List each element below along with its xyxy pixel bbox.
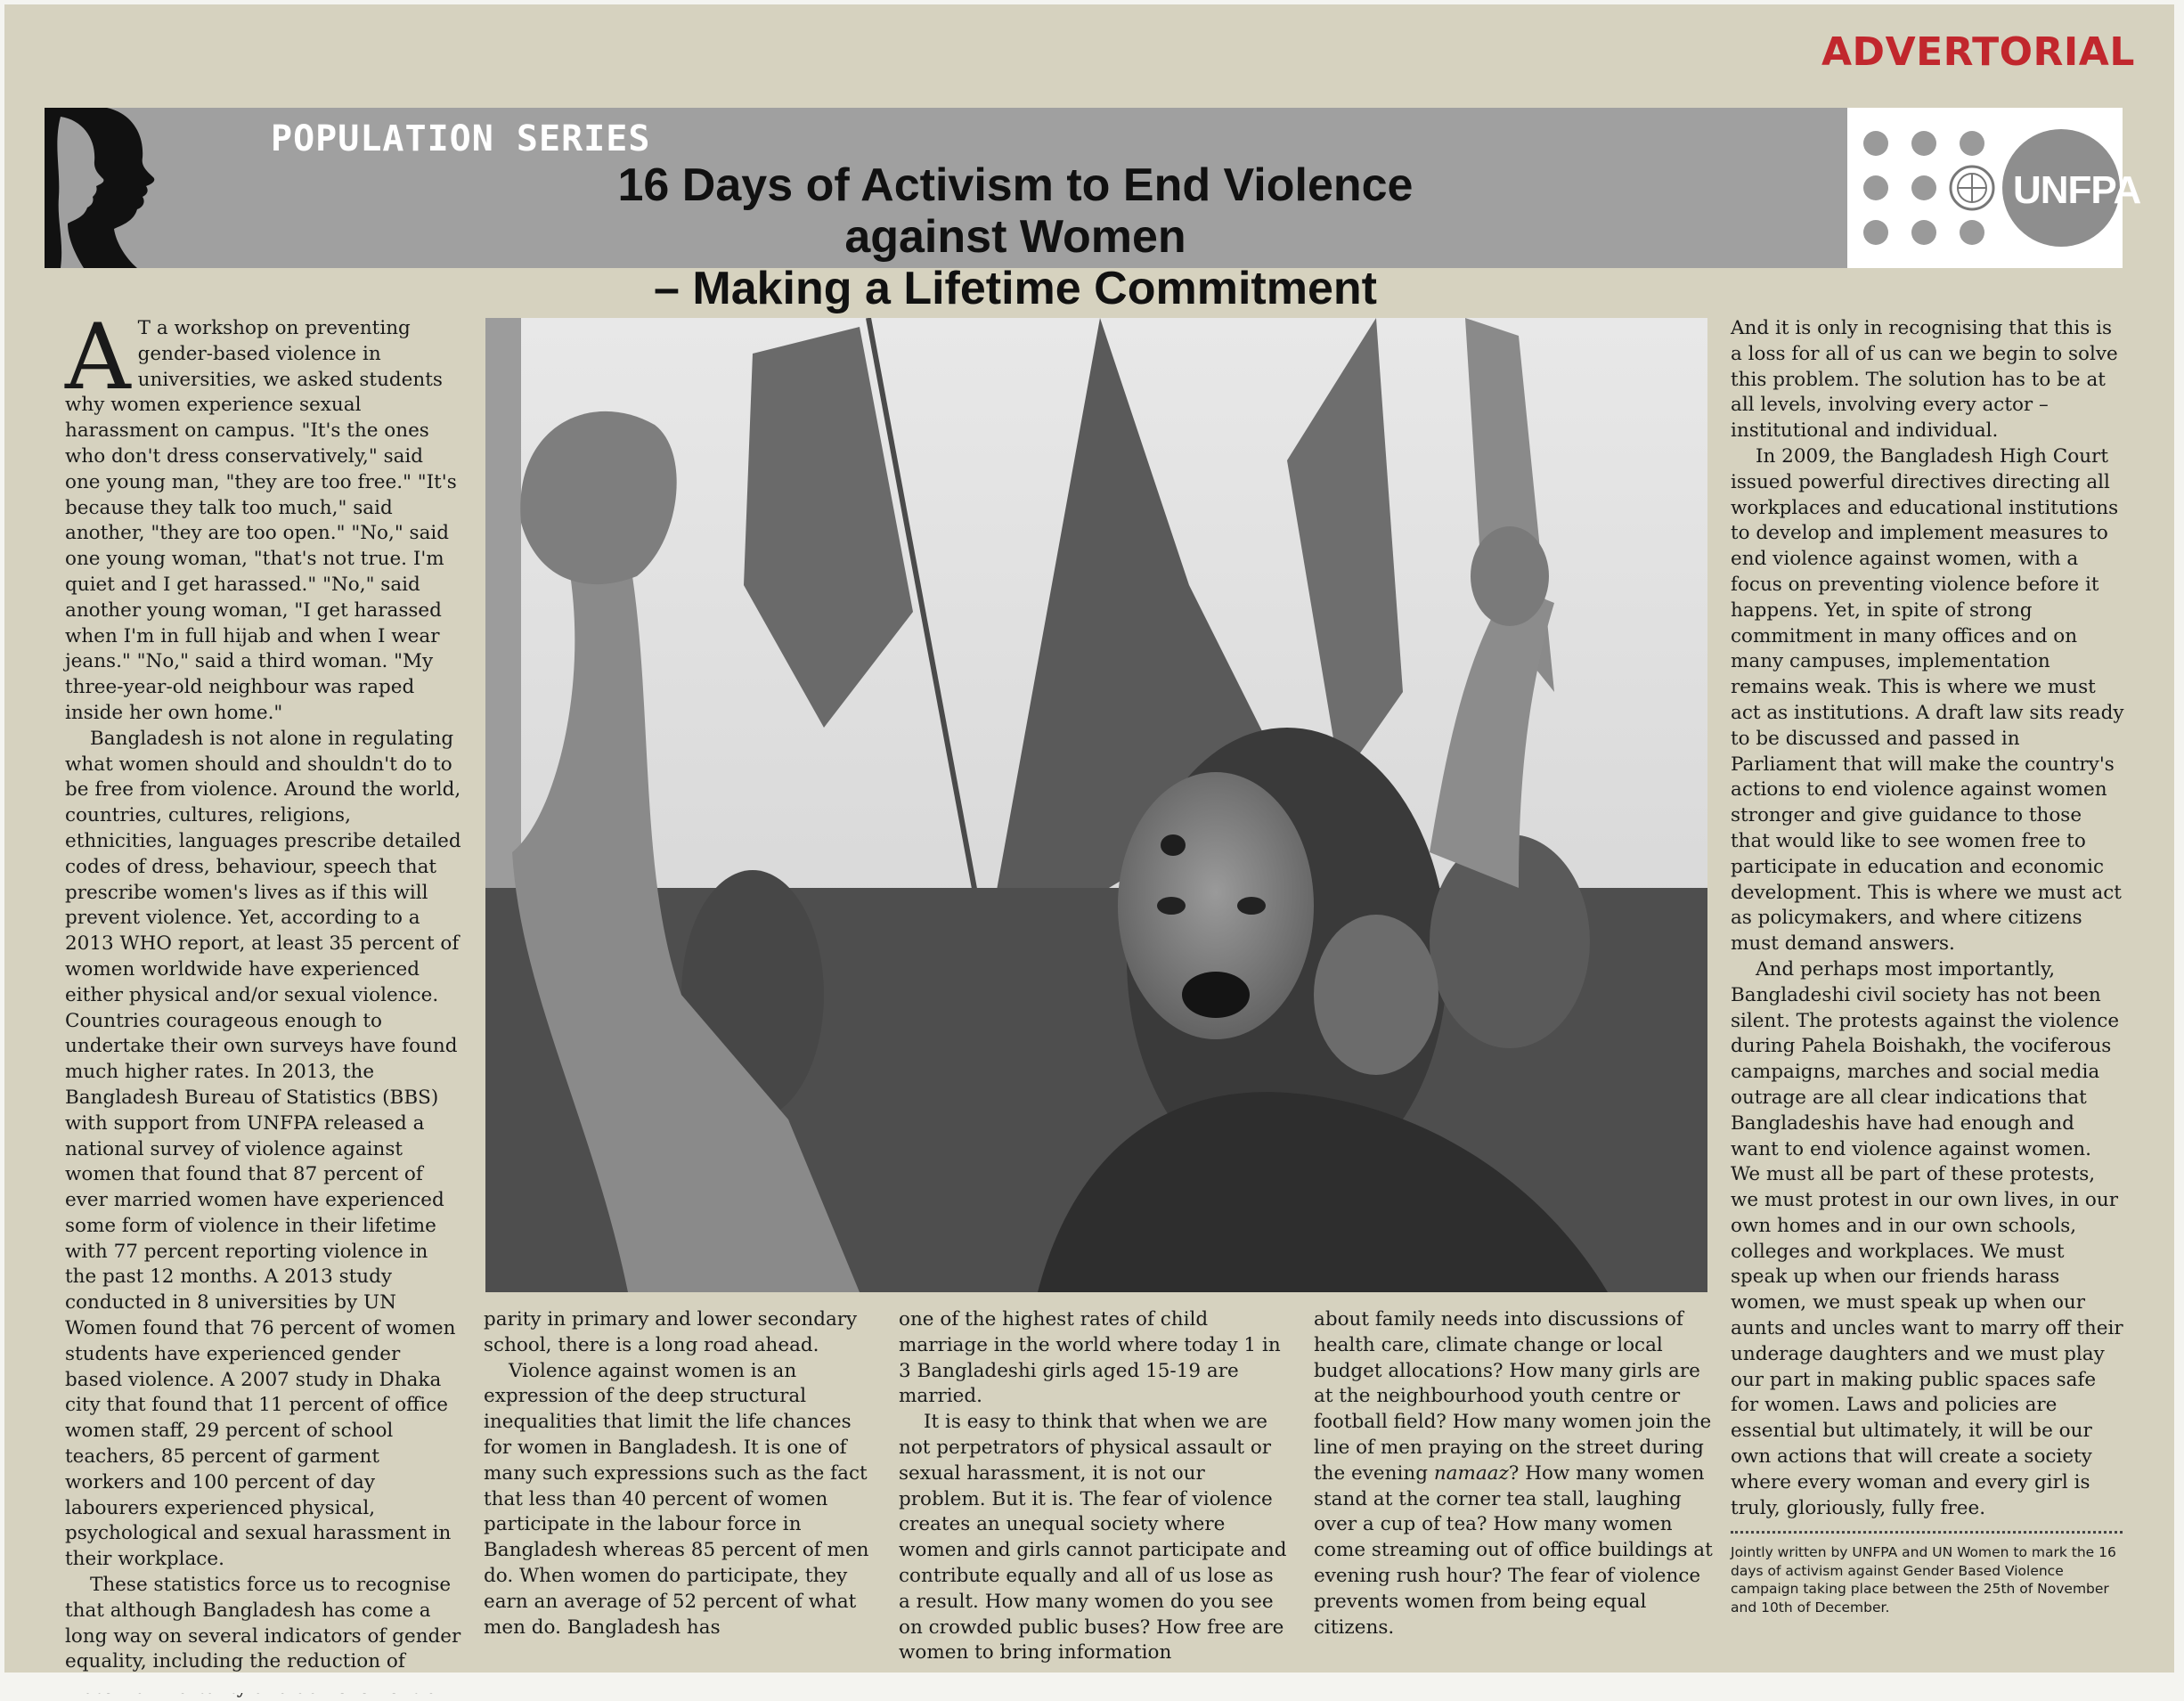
- protest-photo: [485, 318, 1707, 1292]
- credit-divider: [1731, 1531, 2123, 1534]
- article-text-italic: namaaz: [1433, 1461, 1509, 1485]
- headline: [543, 159, 1487, 314]
- article-paragraph: Violence against women is an expression of the deep structural inequalities that limit the life chances for women in Bangladesh. It is one of many such expressions such as the fact that less than 40 percent of women participate in the labour force in Bangladesh whereas 85 percent of men do. When women do participate, they earn an average of 52 percent of what men do. Bangladesh has: [484, 1359, 869, 1639]
- article-column-5: [1731, 316, 2124, 1521]
- article-column-1: [65, 305, 462, 1701]
- credit-note: Jointly written by UNFPA and UN Women to mark the 16 days of activism against Gender Based Violence campaign taking place between the 25th of November and 10th of December.: [1731, 1544, 2116, 1616]
- article-paragraph: T a workshop on preventing gender-based violence in universities, we asked students why women experience sexual harassment on campus. "It's the ones who don't dress conservatively," said one young man, "they are too free." "It's because they talk too much," said another, "they are too open." "No," said one young woman, "that's not true. I'm quiet and I get harassed." "No," said another young woman, "I get harassed when I'm in full hijab and when I wear jeans." "No," said a third woman. "My three-year-old neighbour was raped inside her own home.": [65, 317, 457, 724]
- article-paragraph: one of the highest rates of child marriage in the world where today 1 in 3 Bangladeshi girls aged 15-19 are married.: [899, 1308, 1281, 1408]
- article-column-2: [484, 1307, 870, 1640]
- unfpa-logo-text: UNFPA: [2013, 168, 2141, 212]
- unfpa-logo: [1847, 108, 2141, 268]
- drop-cap: A: [65, 305, 131, 411]
- series-banner: [45, 108, 1847, 314]
- page-footer-band: [0, 1673, 2184, 1693]
- article-paragraph: These statistics force us to recognise that although Bangladesh has come a long way on several indicators of gender equality, including the reduction of: [65, 1574, 461, 1673]
- headline-line-2: – Making a Lifetime Commitment: [654, 263, 1377, 314]
- article-paragraph: In 2009, the Bangladesh High Court issued powerful directives directing all workplaces and educational institutions to develop and implement measures to end violence against women, with a focus on preventing violence before it happens. Yet, in spite of strong commitment in many offices and on many campuses, implementation remains weak. This is where we must act as institutions. A draft law sits ready to be discussed and passed in Parliament that will make the country's actions to end violence against women stronger and give guidance to those that would like to see women free to participate in education and economic development. This is where we must act as policymakers, and where citizens must demand answers.: [1731, 444, 2124, 956]
- article-column-3: [899, 1307, 1287, 1666]
- headline-line-1: 16 Days of Activism to End Violence against Women: [617, 159, 1414, 263]
- article-paragraph: parity in primary and lower secondary school, there is a long road ahead.: [484, 1308, 858, 1356]
- article-paragraph: And it is only in recognising that this is a loss for all of us can we begin to solve this problem. The solution has to be at all levels, involving every actor – institutional and individual.: [1731, 317, 2118, 443]
- protest-photo-image: [485, 318, 1707, 1292]
- article-text: ? How many women stand at the corner tea stall, laughing over a cup of tea? How many women come streaming out of office buildings at evening rush hour? The fear of violence prevents women from being equal citizens.: [1314, 1461, 1713, 1639]
- article-paragraph: Bangladesh is not alone in regulating what women should and shouldn't do to be free from violence. Around the world, countries, cultures, religions, ethnicities, languages prescribe detailed codes of dress, behaviour, speech that prescribe women's lives as if this will prevent violence. Yet, according to a 2013 WHO report, at least 35 percent of women worldwide have experienced either physical and/or sexual violence. Countries courageous enough to undertake their own surveys have found much higher rates. In 2013, the Bangladesh Bureau of Statistics (BBS) with support from UNFPA released a national survey of violence against women that found that 87 percent of ever married women have experienced some form of violence in their lifetime with 77 percent reporting violence in the past 12 months. A 2013 study conducted in 8 universities by UN Women found that 76 percent of women students have experienced gender based violence. A 2007 study in Dhaka city that found that 11 percent of office women staff, 29 percent of school teachers, 85 percent of garment workers and 100 percent of day labourers experienced physical, psychological and sexual harassment in their workplace.: [65, 727, 461, 1571]
- silhouette-profile-icon: [45, 108, 160, 268]
- article-text: about family needs into discussions of health care, climate change or local budget allocations? How many girls are at the neighbourhood youth centre or football field? How many women join the line of men praying on the street during the evening: [1314, 1308, 1712, 1485]
- article-paragraph: And perhaps most importantly, Bangladeshi civil society has not been silent. The protests against the violence during Pahela Boishakh, the vociferous campaigns, marches and social media outrage are all clear indications that Bangladeshis have had enough and want to end violence against women. We must all be part of these protests, we must protest in our own lives, in our own homes and in our own schools, colleges and workplaces. We must speak up when our friends harass women, we must speak up when our aunts and uncles want to marry off their underage daughters and we must play our part in making public spaces safe for women. Laws and policies are essential but ultimately, it will be our own actions that will create a society where every woman and every girl is truly, gloriously, fully free.: [1731, 957, 2123, 1519]
- series-title: POPULATION SERIES: [271, 118, 651, 159]
- advertorial-label: ADVERTORIAL: [1821, 29, 2135, 75]
- article-column-4: [1314, 1307, 1713, 1640]
- advertorial-page: [4, 4, 2174, 1673]
- article-paragraph: [1314, 1307, 1713, 1640]
- article-paragraph: It is easy to think that when we are not perpetrators of physical assault or sexual harassment, it is not our problem. But it is. The fear of violence creates an unequal society where women and girls cannot participate and contribute equally and all of us lose as a result. How many women do you see on crowded public buses? How free are women to bring information: [899, 1411, 1287, 1664]
